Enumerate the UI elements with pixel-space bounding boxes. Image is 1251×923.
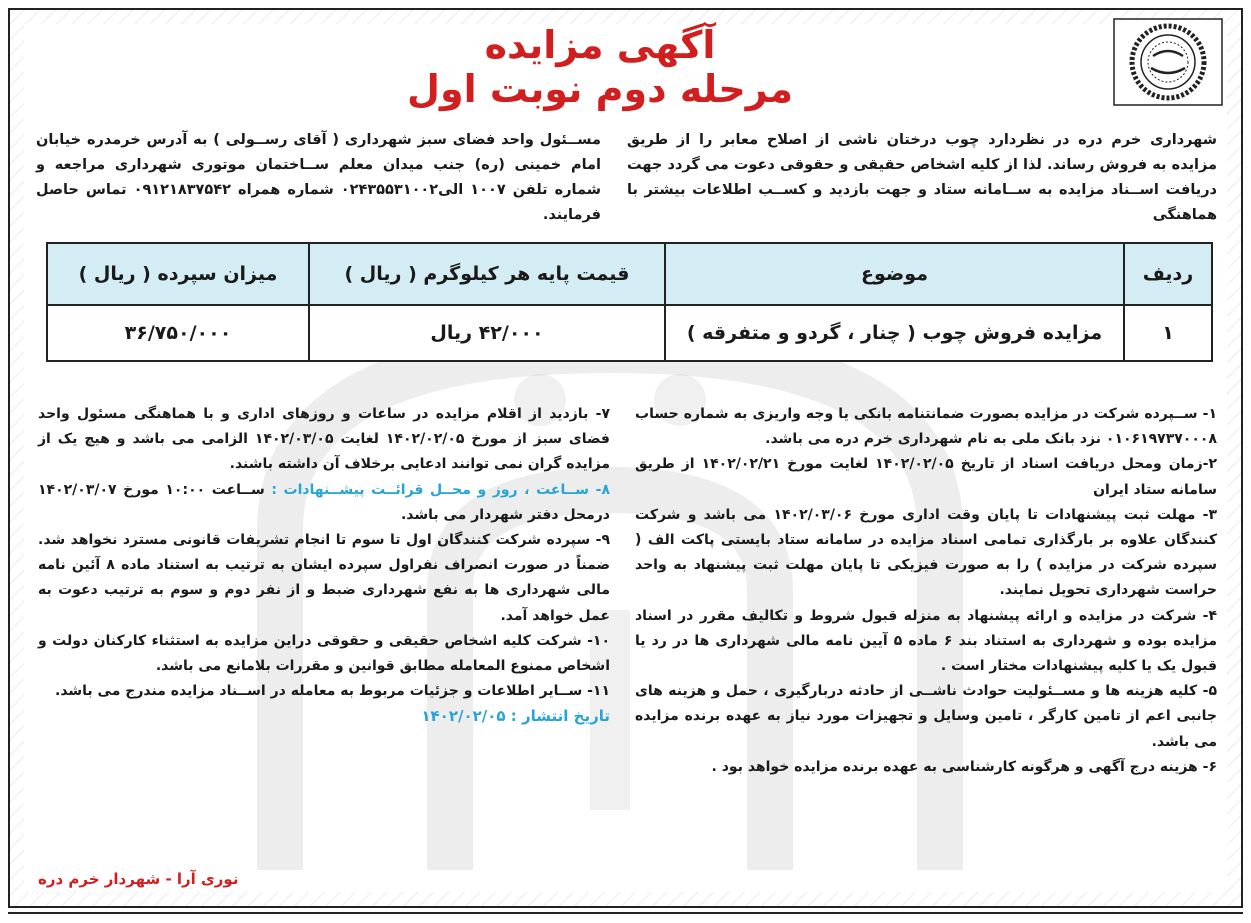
term-item-11: ۱۱- ســایر اطلاعات و جزئیات مربوط به معامله در اســناد مزایده مندرج می باشد. — [55, 683, 610, 700]
cell-subject: مزایده فروش چوب ( چنار ، گردو و متفرقه ) — [665, 305, 1124, 361]
mayor-signature: نوری آرا - شهردار خرم دره — [38, 870, 239, 888]
cell-base-price: ۴۲/۰۰۰ ریال — [309, 305, 665, 361]
term-item-9: ۹- سپرده شرکت کنندگان اول تا سوم تا انجام تشریفات قانونی مسترد نخواهد شد. ضمناً در صورت انصراف نفراول سپرده ایشان به ترتیب به استناد ماده ۸ آئین نامه مالی شهرداری ها به نفع شهرداری ضبط و از نفر دوم و سوم به ترتیب دعوت به عمل خواهد آمد. — [38, 532, 610, 624]
header-base-price: قیمت پایه هر کیلوگرم ( ریال ) — [309, 243, 665, 305]
notice-title — [250, 24, 950, 111]
cell-row-number: ۱ — [1124, 305, 1212, 361]
header-row-number: ردیف — [1124, 243, 1212, 305]
term-item-10: ۱۰- شرکت کلیه اشخاص حقیقی و حقوقی دراین مزایده به استثناء کارکنان دولت و اشخاص ممنوع المعامله مطابق قوانین و مقررات بلامانع می باشد. — [38, 632, 610, 675]
term-item-4: ۴- شرکت در مزایده و ارائه پیشنهاد به منزله قبول شروط و تکالیف مقرر در اسناد مزایده بوده و شهرداری به استناد بند ۶ ماده ۵ آیین نامه مالی شهرداری ها در رد یا قبول یک یا کلیه پیشنهادات مختار است . — [635, 607, 1218, 675]
intro-paragraph-left: مســئول واحد فضای سبز شهرداری ( آقای رســولی ) به آدرس خرمدره خیابان امام خمینی (ره) جنب میدان معلم ســاختمان موتوری شهرداری مراجعه و شماره تلفن ۱۰۰۷ الی۰۲۴۳۵۵۳۱۰۰۲ شماره همراه ۰۹۱۲۱۸۳۷۵۴۲ تماس حاصل فرمایند. — [36, 132, 601, 223]
bottom-divider — [8, 912, 1243, 914]
term-item-8-text: ســاعت ۱۰:۰۰ مورخ ۱۴۰۲/۰۳/۰۷ درمحل دفتر شهردار می باشد. — [38, 481, 610, 523]
term-item-3: ۳- مهلت ثبت پیشنهادات تا پایان وقت اداری مورخ ۱۴۰۲/۰۳/۰۶ می باشد و شرکت کنندگان علاوه بر بارگذاری تمامی اسناد مزایده در سامانه ستاد بایستی پاکت الف ( سپرده شرکت در مزایده ) را به صورت فیزیکی تا پایان مهلت ثبت پیشنهاد به واحد حراست شهرداری تحویل نمایند. — [635, 506, 1217, 599]
title-line-1: آگهی مزایده — [484, 23, 716, 67]
term-item-7: ۷- بازدید از اقلام مزایده در ساعات و روزهای اداری و با هماهنگی مسئول واحد فضای سبز از مورخ ۱۴۰۲/۰۲/۰۵ لغایت ۱۴۰۲/۰۳/۰۵ الزامی می باشد و هیچ یک از مزایده گران نمی توانند ادعایی برخلاف آن داشته باشند. — [38, 406, 610, 473]
intro-paragraph-right: شهرداری خرم دره در نظردارد چوب درختان ناشی از اصلاح معابر را از طریق مزایده به فروش رساند. لذا از کلیه اشخاص حقیقی و حقوقی دعوت می گردد جهت دریافت اســناد مزایده به ســامانه ستاد و جهت بازدید و کســب اطلاعات بیشتر با هماهنگی — [627, 132, 1217, 223]
term-item-8-label: ۸- ســاعت ، روز و محــل قرائــت پیشــنهادات : — [271, 481, 610, 498]
term-item-5: ۵- کلیه هزینه ها و مســئولیت حوادث ناشــی از حادثه دربارگیری ، حمل و هزینه های جانبی اعم از تامین کارگر ، تامین وسایل و تجهیزات مورد نیاز به عهده برنده مزایده می باشد. — [635, 683, 1217, 750]
title-line-2: مرحله دوم نوبت اول — [407, 66, 793, 111]
term-item-2: ۲-زمان ومحل دریافت اسناد از تاریخ ۱۴۰۲/۰۲/۰۵ لغایت مورخ ۱۴۰۲/۰۲/۲۱ از طریق سامانه ستاد ایران — [635, 456, 1217, 498]
header-deposit: میزان سپرده ( ریال ) — [47, 243, 309, 305]
table-header-row — [47, 243, 1212, 305]
terms-column-left — [38, 402, 610, 730]
table-row — [47, 305, 1212, 361]
auction-table — [46, 242, 1213, 362]
term-item-8 — [38, 478, 610, 528]
municipality-logo — [1113, 18, 1223, 106]
cell-deposit: ۳۶/۷۵۰/۰۰۰ — [47, 305, 309, 361]
term-item-6: ۶- هزینه درج آگهی و هرگونه کارشناسی به عهده برنده مزایده خواهد بود . — [711, 758, 1217, 775]
terms-column-right — [635, 402, 1217, 780]
term-item-1: ۱- ســپرده شرکت در مزایده بصورت ضمانتنامه بانکی یا وجه واریزی به شماره حساب ۰۱۰۶۱۹۷۳۷۰۰۰۸ نزد بانک ملی به نام شهرداری خرم دره می باشد. — [635, 406, 1217, 448]
header-subject: موضوع — [665, 243, 1124, 305]
publication-date: تاریخ انتشار : ۱۴۰۲/۰۲/۰۵ — [421, 707, 610, 726]
